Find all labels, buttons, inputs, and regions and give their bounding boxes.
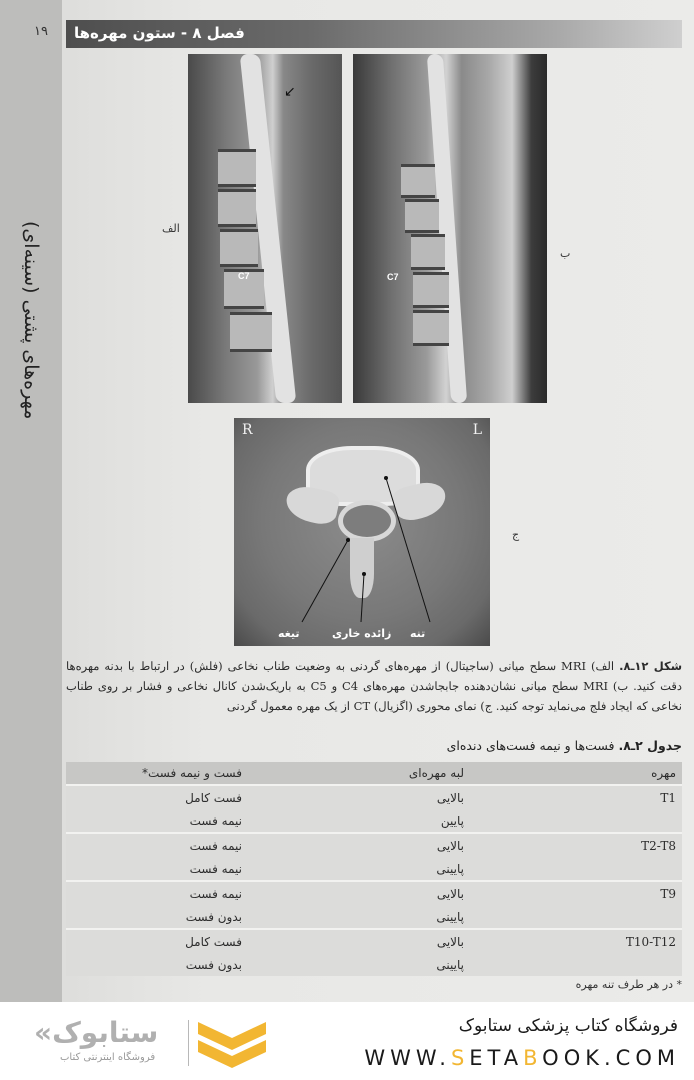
table-footnote: * در هر طرف تنه مهره — [575, 978, 682, 991]
table-row — [66, 833, 682, 857]
table-row — [66, 929, 682, 953]
cell-facet: نیمه فست — [66, 881, 248, 905]
c7-label-a: C7 — [238, 271, 250, 281]
vertebra-shape — [411, 234, 445, 270]
side-section-title: مهره‌های پشتی (سینه‌ای) — [20, 220, 42, 420]
cell-facet: نیمه فست — [66, 809, 248, 833]
url-part-highlight: S — [450, 1046, 470, 1070]
caption-number: شکل ۱۲ـ۸. — [619, 659, 683, 673]
cell-edge: بالایی — [248, 833, 470, 857]
rib-facets-table — [66, 762, 682, 976]
shop-url[interactable] — [364, 1046, 680, 1070]
vertebra-shape — [413, 272, 449, 308]
leader-lines — [234, 418, 490, 646]
header-facet: فست و نیمه فست* — [66, 762, 248, 785]
chevron-logo-icon — [198, 1022, 266, 1072]
table-row — [66, 857, 682, 881]
page-number: ۱۹ — [34, 24, 48, 39]
vertebra-shape — [218, 189, 256, 227]
cell-vertebra — [470, 953, 682, 976]
caption-text: الف) MRI سطح میانی (ساجیتال) از مهره‌های گردنی به وضعیت طناب نخاعی (فلش) در ارتباط با بدنه مهره‌ها دقت کنید. ب) MRI سطح میانی نشان‌دهنده جابجاشدن مهره‌های C4 و C5 به باریک‌شدن کانال نخاعی و فشار بر روی طناب نخاعی که ایجاد فلج می‌نماید توجه کنید. ج) نمای محوری (اگزیال) CT از یک مهره معمول گردنی — [66, 659, 682, 713]
cell-edge: بالایی — [248, 929, 470, 953]
cell-facet: نیمه فست — [66, 833, 248, 857]
logo-word-text: ستابوک — [52, 1016, 159, 1049]
table-row — [66, 809, 682, 833]
shop-name: فروشگاه کتاب پزشکی ستابوک — [458, 1016, 678, 1036]
ct-label-spinous-process: زائده خاری — [332, 627, 392, 640]
table-title — [66, 738, 682, 753]
panel-a-label: الف — [162, 222, 180, 235]
table-row — [66, 881, 682, 905]
cell-vertebra — [470, 905, 682, 929]
table-number: جدول ۲ـ۸. — [618, 738, 682, 753]
ct-label-body: تنه — [410, 627, 426, 640]
cell-facet: فست کامل — [66, 929, 248, 953]
url-part: WWW. — [364, 1046, 451, 1070]
logo-wordmark — [34, 1016, 158, 1049]
vertebra-shape — [401, 164, 435, 198]
header-vertebra: مهره — [470, 762, 682, 785]
table-title-text: فست‌ها و نیمه فست‌های دنده‌ای — [446, 738, 615, 753]
ct-label-lamina: تیغه — [278, 627, 300, 640]
cell-vertebra: T10-T12 — [470, 929, 682, 953]
vertebra-shape — [413, 310, 449, 346]
double-chevron-icon: « — [34, 1016, 53, 1049]
cell-vertebra — [470, 809, 682, 833]
chapter-title: فصل ۸ - ستون مهره‌ها — [74, 24, 245, 42]
header-edge: لبه مهره‌ای — [248, 762, 470, 785]
table-header-row — [66, 762, 682, 785]
cell-facet: بدون فست — [66, 905, 248, 929]
logo-subtitle: فروشگاه اینترنتی کتاب — [60, 1052, 156, 1063]
url-part: OOK.COM — [542, 1046, 680, 1070]
table-row — [66, 905, 682, 929]
vertebra-shape — [230, 312, 272, 352]
c7-label-b: C7 — [387, 272, 399, 282]
table-row — [66, 785, 682, 809]
cell-edge: بالایی — [248, 785, 470, 809]
url-part-highlight: B — [523, 1046, 543, 1070]
cell-edge: بالایی — [248, 881, 470, 905]
panel-c-label: ج — [512, 528, 520, 541]
cell-vertebra: T2-T8 — [470, 833, 682, 857]
cell-facet: فست کامل — [66, 785, 248, 809]
cell-vertebra: T9 — [470, 881, 682, 905]
mri-image-a — [188, 54, 342, 403]
cell-edge: پایینی — [248, 953, 470, 976]
arrow-icon: ↙ — [284, 84, 296, 100]
footer-banner — [0, 1002, 694, 1080]
panel-b-label: ب — [560, 247, 571, 260]
url-part: ETA — [469, 1046, 524, 1070]
ct-axial-image — [234, 418, 490, 646]
mri-image-b — [353, 54, 547, 403]
vertebra-shape — [405, 199, 439, 233]
cell-vertebra — [470, 857, 682, 881]
cell-edge: پایینی — [248, 857, 470, 881]
cell-edge: پایین — [248, 809, 470, 833]
ct-right-marker: R — [242, 422, 253, 438]
cell-edge: پایینی — [248, 905, 470, 929]
cell-facet: بدون فست — [66, 953, 248, 976]
chapter-header-bar — [66, 20, 682, 48]
cell-vertebra: T1 — [470, 785, 682, 809]
logo-divider — [188, 1020, 189, 1066]
page-margin-strip — [0, 0, 62, 1002]
vertebra-shape — [220, 229, 258, 267]
vertebra-shape — [218, 149, 256, 187]
cell-facet: نیمه فست — [66, 857, 248, 881]
figure-caption — [66, 656, 682, 716]
table-row — [66, 953, 682, 976]
ct-left-marker: L — [472, 422, 482, 438]
